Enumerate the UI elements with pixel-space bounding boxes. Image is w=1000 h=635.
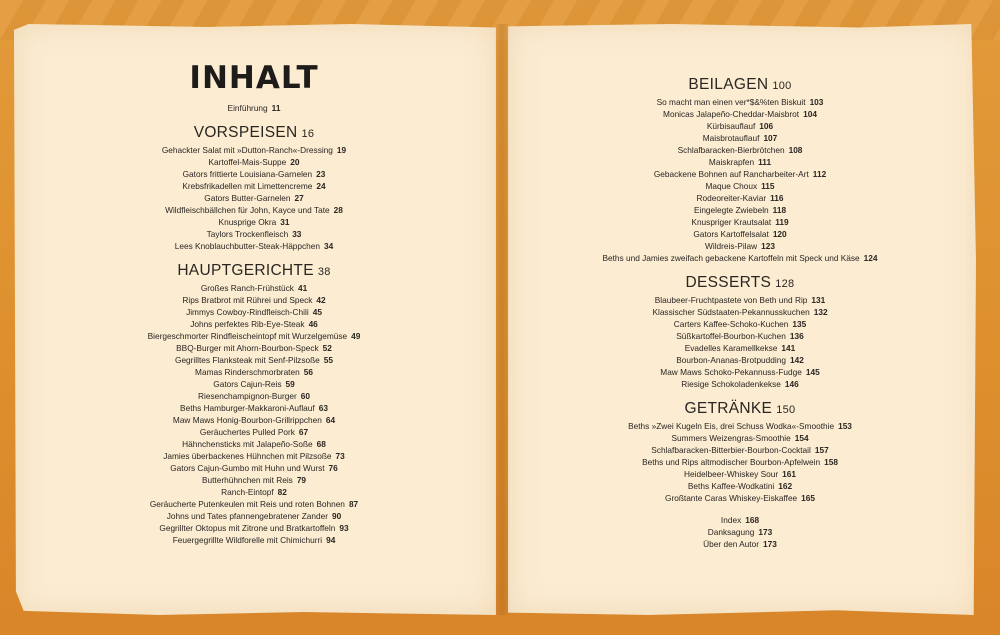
book-gutter bbox=[494, 24, 510, 615]
toc-entry-label: Gators frittierte Louisiana-Garnelen bbox=[182, 169, 313, 179]
toc-entry-page: 52 bbox=[322, 343, 332, 353]
toc-entry-label: Johns und Tates pfannengebratener Zander bbox=[166, 511, 329, 521]
left-sections bbox=[84, 124, 424, 546]
toc-entry-page: 27 bbox=[294, 193, 304, 203]
toc-entry-label: Schlafbaracken-Bierbrötchen bbox=[677, 145, 785, 155]
right-sections bbox=[536, 76, 944, 504]
toc-entry-page: 106 bbox=[759, 121, 774, 131]
toc-entry-label: Carters Kaffee-Schoko-Kuchen bbox=[673, 319, 789, 329]
toc-entry bbox=[84, 426, 424, 438]
toc-entry bbox=[536, 120, 944, 132]
toc-entry-label: Beths Hamburger-Makkaroni-Auflauf bbox=[180, 403, 315, 413]
section-heading-label: GETRÄNKE bbox=[684, 400, 773, 417]
toc-entry-page: 63 bbox=[318, 403, 328, 413]
toc-entry-label: Maw Maws Schoko-Pekannuss-Fudge bbox=[660, 367, 802, 377]
toc-entry bbox=[84, 156, 424, 168]
toc-entry-page: 42 bbox=[316, 295, 326, 305]
toc-entry bbox=[536, 456, 944, 468]
section-heading-page: 16 bbox=[301, 128, 315, 140]
toc-entry bbox=[536, 204, 944, 216]
toc-entry bbox=[536, 492, 944, 504]
toc-entry-page: 34 bbox=[324, 241, 334, 251]
toc-entry-label: Klassischer Südstaaten-Pekannusskuchen bbox=[652, 307, 810, 317]
toc-entry bbox=[84, 144, 424, 156]
toc-entry-page: 124 bbox=[863, 253, 878, 263]
toc-entry bbox=[536, 354, 944, 366]
toc-entry-label: Summers Weizengras-Smoothie bbox=[671, 433, 791, 443]
toc-entry-page: 132 bbox=[813, 307, 828, 317]
toc-entry-label: Gegrillter Oktopus mit Zitrone und Bratkartoffeln bbox=[159, 523, 336, 533]
toc-entry-page: 94 bbox=[326, 535, 336, 545]
toc-entry bbox=[536, 444, 944, 456]
toc-entry-page: 87 bbox=[348, 499, 359, 509]
section-heading-label: VORSPEISEN bbox=[193, 124, 298, 141]
toc-entry bbox=[84, 390, 424, 402]
toc-entry-page: 173 bbox=[762, 539, 777, 549]
toc-entry bbox=[84, 522, 424, 534]
toc-entry-page: 73 bbox=[335, 451, 345, 461]
toc-entry-label: Mamas Rinderschmorbraten bbox=[195, 367, 300, 377]
toc-entry bbox=[84, 294, 424, 306]
toc-entry-label: Hähnchensticks mit Jalapeño-Soße bbox=[182, 439, 313, 449]
toc-entry-page: 82 bbox=[277, 487, 287, 497]
toc-entry-label: Beths und Rips altmodischer Bourbon-Apfelwein bbox=[642, 457, 821, 467]
toc-entry bbox=[536, 192, 944, 204]
toc-entry-label: Kürbisauflauf bbox=[706, 121, 756, 131]
toc-entry-page: 111 bbox=[758, 157, 772, 167]
toc-entry-label: Bourbon-Ananas-Brotpudding bbox=[676, 355, 786, 365]
toc-entry bbox=[536, 156, 944, 168]
toc-entry bbox=[536, 216, 944, 228]
toc-entry-label: Gators Butter-Garnelen bbox=[204, 193, 291, 203]
toc-entry bbox=[84, 498, 424, 510]
toc-entry-label: Monicas Jalapeño-Cheddar-Maisbrot bbox=[663, 109, 800, 119]
toc-entry-page: 161 bbox=[782, 469, 796, 479]
toc-entry bbox=[84, 306, 424, 318]
toc-entry-label: Heidelbeer-Whiskey Sour bbox=[684, 469, 779, 479]
toc-entry-label: Knusprige Okra bbox=[218, 217, 277, 227]
toc-entry-page: 45 bbox=[312, 307, 322, 317]
toc-entry-page: 33 bbox=[292, 229, 302, 239]
toc-entry bbox=[84, 534, 424, 546]
toc-entry bbox=[536, 378, 944, 390]
toc-entry bbox=[536, 294, 944, 306]
toc-entry bbox=[84, 450, 424, 462]
toc-entry-page: 28 bbox=[333, 205, 343, 215]
toc-entry-page: 136 bbox=[789, 331, 804, 341]
toc-entry-label: Geräuchertes Pulled Pork bbox=[199, 427, 295, 437]
toc-entry-page: 49 bbox=[351, 331, 361, 341]
section-heading-label: BEILAGEN bbox=[688, 76, 769, 93]
toc-entry-label: Knuspriger Krautsalat bbox=[691, 217, 772, 227]
toc-entry-label: Blaubeer-Fruchtpastete von Beth und Rip bbox=[654, 295, 808, 305]
toc-entry-label: Beths und Jamies zweifach gebackene Kartoffeln mit Speck und Käse bbox=[602, 253, 860, 263]
toc-entry-label: Geräucherte Putenkeulen mit Reis und roten Bohnen bbox=[149, 499, 345, 509]
toc-entry-label: Eingelegte Zwiebeln bbox=[693, 205, 769, 215]
toc-entry-page: 154 bbox=[794, 433, 809, 443]
toc-entry-page: 120 bbox=[772, 229, 787, 239]
toc-entry-label: Riesenchampignon-Burger bbox=[198, 391, 297, 401]
toc-entry bbox=[84, 342, 424, 354]
toc-entry bbox=[84, 330, 424, 342]
toc-entry-label: Taylors Trockenfleisch bbox=[206, 229, 289, 239]
toc-entry-page: 107 bbox=[763, 133, 778, 143]
toc-entry-page: 116 bbox=[770, 193, 784, 203]
toc-entry-page: 119 bbox=[775, 217, 789, 227]
toc-entry bbox=[84, 510, 424, 522]
section-heading bbox=[536, 76, 944, 95]
toc-entry-label: Jamies überbackenes Hühnchen mit Pilzsoße bbox=[163, 451, 332, 461]
toc-entry-label: So macht man einen ver*$&%ten Biskuit bbox=[656, 97, 806, 107]
toc-entry-label: Großtante Caras Whiskey-Eiskaffee bbox=[664, 493, 798, 503]
toc-entry-page: 108 bbox=[788, 145, 803, 155]
toc-entry-label: Schlafbaracken-Bitterbier-Bourbon-Cocktail bbox=[651, 445, 811, 455]
toc-entry-label: Lees Knoblauchbutter-Steak-Häppchen bbox=[174, 241, 321, 251]
section-heading-page: 38 bbox=[317, 266, 331, 278]
toc-entry-label: Index bbox=[720, 515, 742, 525]
toc-entry-label: Rodeoreiter-Kaviar bbox=[696, 193, 767, 203]
toc-entry-page: 93 bbox=[339, 523, 349, 533]
toc-entry-label: Beths »Zwei Kugeln Eis, drei Schuss Wodka«-Smoothie bbox=[628, 421, 835, 431]
toc-entry-label: Butterhühnchen mit Reis bbox=[201, 475, 293, 485]
toc-entry-label: Maw Maws Honig-Bourbon-Grillrippchen bbox=[172, 415, 322, 425]
toc-entry bbox=[84, 282, 424, 294]
toc-entry-label: Johns perfektes Rib-Eye-Steak bbox=[190, 319, 305, 329]
toc-entry bbox=[536, 252, 944, 264]
toc-entry bbox=[84, 486, 424, 498]
toc-entry bbox=[84, 378, 424, 390]
toc-entry bbox=[536, 480, 944, 492]
toc-entry-page: 104 bbox=[803, 109, 817, 119]
toc-entry-page: 162 bbox=[778, 481, 793, 491]
toc-entry bbox=[536, 318, 944, 330]
toc-entry-label: Wildfleischbällchen für John, Kayce und Tate bbox=[165, 205, 330, 215]
toc-entry-label: Wildreis-Pilaw bbox=[705, 241, 758, 251]
toc-entry-page: 123 bbox=[761, 241, 775, 251]
toc-entry bbox=[536, 240, 944, 252]
toc-entry-page: 141 bbox=[781, 343, 796, 353]
toc-entry bbox=[84, 402, 424, 414]
toc-entry-page: 11 bbox=[271, 103, 281, 113]
toc-entry bbox=[536, 420, 944, 432]
toc-entry-page: 68 bbox=[316, 439, 326, 449]
toc-entry-page: 20 bbox=[290, 157, 300, 167]
toc-entry-page: 135 bbox=[792, 319, 807, 329]
toc-entry-page: 118 bbox=[772, 205, 787, 215]
toc-entry bbox=[536, 108, 944, 120]
toc-entry-page: 142 bbox=[789, 355, 804, 365]
toc-entry-page: 168 bbox=[745, 515, 760, 525]
toc-entry-page: 131 bbox=[811, 295, 826, 305]
toc-entry-label: Maiskrapfen bbox=[708, 157, 755, 167]
toc-entry-label: Über den Autor bbox=[703, 539, 759, 549]
toc-entry-page: 115 bbox=[761, 181, 775, 191]
toc-entry-page: 158 bbox=[824, 457, 838, 467]
toc-entry-label: Großes Ranch-Frühstück bbox=[200, 283, 294, 293]
toc-entry-label: Kartoffel-Mais-Suppe bbox=[208, 157, 287, 167]
toc-entry bbox=[84, 204, 424, 216]
backmatter-list bbox=[536, 514, 944, 550]
toc-entry-page: 79 bbox=[296, 475, 307, 485]
toc-entry bbox=[84, 192, 424, 204]
toc-entry bbox=[536, 228, 944, 240]
toc-entry-page: 157 bbox=[814, 445, 829, 455]
toc-entry-label: Beths Kaffee-Wodkatini bbox=[687, 481, 775, 491]
toc-entry-backmatter bbox=[536, 514, 944, 526]
toc-entry-page: 146 bbox=[784, 379, 799, 389]
toc-entry bbox=[536, 96, 944, 108]
toc-entry-page: 56 bbox=[303, 367, 313, 377]
toc-entry bbox=[536, 342, 944, 354]
toc-entry-page: 60 bbox=[300, 391, 310, 401]
toc-entry-page: 153 bbox=[838, 421, 852, 431]
toc-entry bbox=[536, 132, 944, 144]
page-title: INHALT bbox=[189, 60, 319, 96]
toc-entry bbox=[84, 354, 424, 366]
toc-entry-page: 64 bbox=[325, 415, 336, 425]
section-heading bbox=[84, 124, 424, 143]
section-heading bbox=[536, 400, 944, 419]
toc-entry bbox=[84, 414, 424, 426]
toc-entry bbox=[84, 180, 424, 192]
toc-entry-label: Gators Cajun-Reis bbox=[213, 379, 282, 389]
toc-right-column bbox=[536, 76, 944, 550]
toc-entry-label: Ranch-Eintopf bbox=[221, 487, 274, 497]
toc-entry-label: Danksagung bbox=[707, 527, 755, 537]
toc-entry-label: Gators Cajun-Gumbo mit Huhn und Wurst bbox=[170, 463, 325, 473]
toc-entry-page: 76 bbox=[328, 463, 338, 473]
toc-entry-page: 90 bbox=[332, 511, 342, 521]
toc-entry-label: Feuergegrillte Wildforelle mit Chimichurri bbox=[172, 535, 323, 545]
toc-entry bbox=[84, 216, 424, 228]
toc-entry-label: Gehackter Salat mit »Dutton-Ranch«-Dressing bbox=[161, 145, 333, 155]
section-heading-label: DESSERTS bbox=[685, 274, 772, 291]
toc-entry-page: 55 bbox=[323, 355, 334, 365]
toc-entry-page: 173 bbox=[758, 527, 773, 537]
toc-left-column bbox=[84, 62, 424, 546]
toc-entry-page: 31 bbox=[280, 217, 290, 227]
toc-entry-page: 23 bbox=[316, 169, 326, 179]
section-heading bbox=[536, 274, 944, 293]
toc-entry bbox=[84, 366, 424, 378]
toc-entry-backmatter bbox=[536, 526, 944, 538]
toc-entry bbox=[84, 462, 424, 474]
toc-entry-label: Evadelles Karamellkekse bbox=[684, 343, 778, 353]
toc-entry-label: Rips Bratbrot mit Rührei und Speck bbox=[182, 295, 313, 305]
toc-entry-label: Maque Choux bbox=[705, 181, 758, 191]
toc-entry-label: Gebackene Bohnen auf Rancharbeiter-Art bbox=[653, 169, 809, 179]
toc-entry-page: 112 bbox=[812, 169, 827, 179]
toc-entry-page: 19 bbox=[336, 145, 347, 155]
toc-entry-page: 67 bbox=[298, 427, 309, 437]
toc-entry-page: 46 bbox=[308, 319, 318, 329]
toc-entry bbox=[536, 180, 944, 192]
toc-entry-label: Jimmys Cowboy-Rindfleisch-Chili bbox=[186, 307, 309, 317]
toc-entry bbox=[536, 306, 944, 318]
toc-entry-page: 103 bbox=[809, 97, 824, 107]
toc-entry-backmatter bbox=[536, 538, 944, 550]
toc-entry-page: 41 bbox=[297, 283, 308, 293]
toc-entry-label: Maisbrotauflauf bbox=[702, 133, 760, 143]
toc-entry-label: Krebsfrikadellen mit Limettencreme bbox=[182, 181, 313, 191]
toc-entry-label: Gators Kartoffelsalat bbox=[693, 229, 769, 239]
toc-entry-label: Süßkartoffel-Bourbon-Kuchen bbox=[676, 331, 786, 341]
toc-entry-label: Gegrilltes Flanksteak mit Senf-Pilzsoße bbox=[174, 355, 320, 365]
toc-entry bbox=[536, 366, 944, 378]
toc-entry bbox=[84, 240, 424, 252]
toc-entry-page: 145 bbox=[805, 367, 820, 377]
section-heading-page: 150 bbox=[776, 404, 796, 416]
toc-entry-page: 24 bbox=[316, 181, 326, 191]
toc-entry bbox=[536, 432, 944, 444]
toc-entry-label: Riesige Schokoladenkekse bbox=[681, 379, 781, 389]
toc-entry bbox=[84, 474, 424, 486]
toc-entry bbox=[536, 330, 944, 342]
toc-entry bbox=[536, 144, 944, 156]
toc-entry-page: 165 bbox=[801, 493, 816, 503]
section-heading-label: HAUPTGERICHTE bbox=[177, 262, 314, 279]
toc-entry-label: Einführung bbox=[227, 103, 268, 113]
toc-entry bbox=[536, 168, 944, 180]
toc-entry bbox=[84, 438, 424, 450]
toc-entry-label: Biergeschmorter Rindfleischeintopf mit Wurzelgemüse bbox=[147, 331, 348, 341]
toc-entry bbox=[84, 228, 424, 240]
toc-entry-page: 59 bbox=[285, 379, 295, 389]
toc-entry bbox=[536, 468, 944, 480]
section-heading-page: 128 bbox=[775, 278, 795, 290]
section-heading-page: 100 bbox=[772, 80, 792, 92]
toc-entry-label: BBQ-Burger mit Ahorn-Bourbon-Speck bbox=[176, 343, 319, 353]
toc-entry bbox=[84, 168, 424, 180]
toc-entry-intro bbox=[84, 102, 424, 114]
section-heading bbox=[84, 262, 424, 281]
toc-entry bbox=[84, 318, 424, 330]
